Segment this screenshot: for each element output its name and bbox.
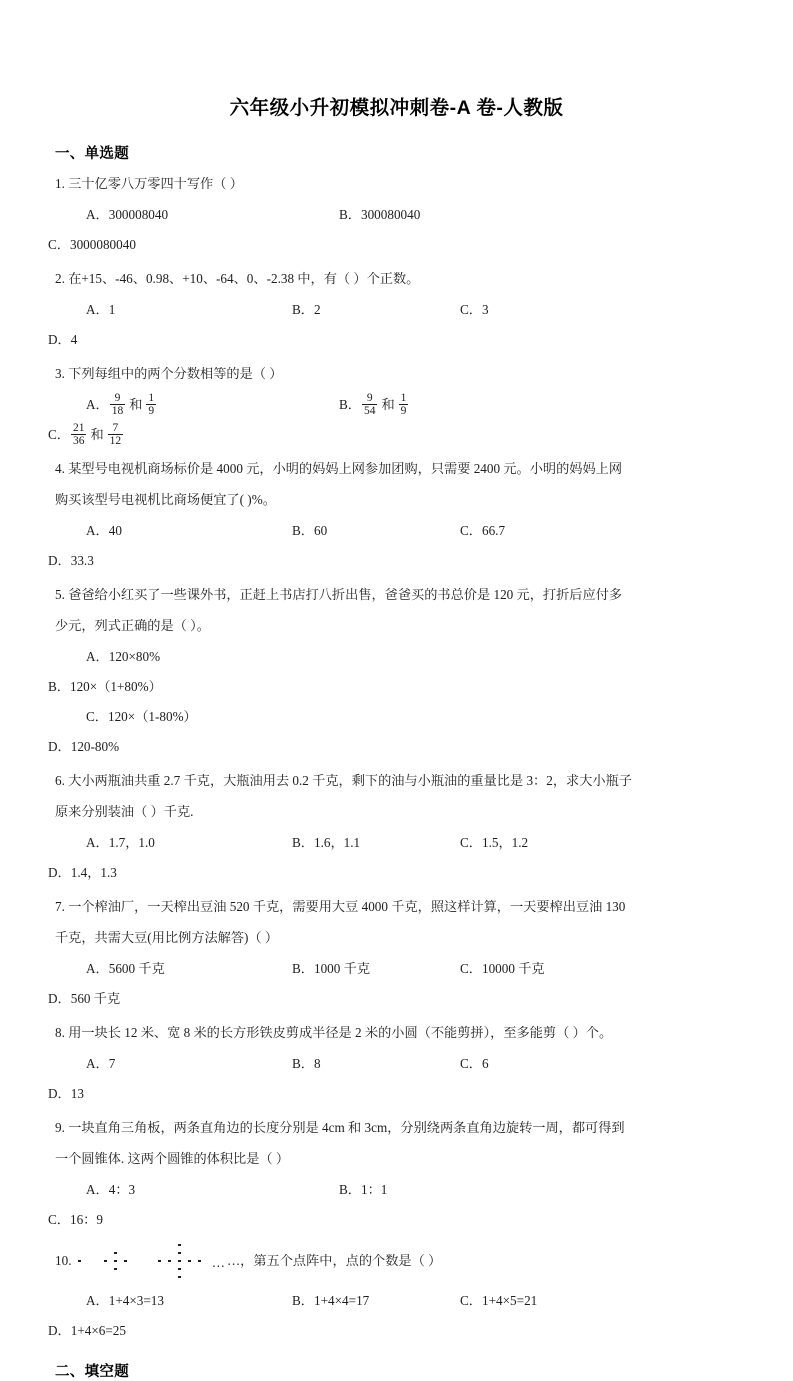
- option-9-b-label: B．: [339, 1182, 361, 1197]
- question-5-options-row-2: [48, 702, 745, 762]
- option-8-a-text: 7: [108, 1056, 116, 1071]
- option-7-d-text: 560 千克: [70, 991, 121, 1006]
- question-7-number: 7.: [55, 899, 65, 914]
- option-6-d-text: 1.4，1.3: [70, 865, 117, 880]
- question-1: [48, 169, 745, 260]
- option-6-c-text: 1.5，1.2: [481, 835, 529, 850]
- question-9-stem-line2: 一个圆锥体. 这两个圆锥的体积比是（ ）: [55, 1151, 290, 1166]
- option-1-a-label: A．: [86, 207, 109, 222]
- option-3-b-label: B．: [339, 397, 361, 412]
- lattice-dot: [188, 1260, 191, 1263]
- question-4-text: 某型号电视机商场标价是 4000 元，小明的妈妈上网参加团购，只需要 2400 元。小明的妈妈上网: [68, 461, 623, 476]
- question-7-text: 一个榨油厂，一天榨出豆油 520 千克，需要用大豆 4000 千克，照这样计算，一天要榨出豆油 130: [68, 899, 626, 914]
- option-7-b[interactable]: [292, 954, 460, 984]
- option-6-b-label: B．: [292, 835, 314, 850]
- option-4-a-label: A．: [86, 523, 109, 538]
- question-8-number: 8.: [55, 1025, 65, 1040]
- question-10-stem: [55, 1239, 745, 1285]
- option-9-a[interactable]: [48, 1175, 339, 1205]
- option-4-c[interactable]: [460, 516, 628, 546]
- option-2-c[interactable]: [460, 295, 628, 325]
- question-10: [48, 1239, 745, 1346]
- section-heading-single-choice: 一、单选题: [55, 146, 129, 162]
- option-7-a-label: A．: [86, 961, 109, 976]
- option-8-c-text: 6: [481, 1056, 489, 1071]
- option-8-a-label: A．: [86, 1056, 109, 1071]
- question-5-options-row-1: [48, 642, 745, 702]
- lattice-dot: [178, 1260, 181, 1263]
- option-10-d-text: 1+4×6=25: [70, 1323, 126, 1338]
- option-3-c[interactable]: [48, 420, 263, 450]
- option-2-c-label: C．: [460, 302, 482, 317]
- option-1-b[interactable]: [339, 200, 554, 230]
- option-2-d[interactable]: [48, 325, 216, 355]
- option-10-b-label: B．: [292, 1293, 314, 1308]
- option-8-d[interactable]: [48, 1079, 216, 1109]
- option-4-b[interactable]: [292, 516, 460, 546]
- question-5-stem-line2: 少元，列式正确的是（ ）。: [55, 618, 210, 633]
- option-9-b-text: 1：1: [360, 1182, 388, 1197]
- option-1-c-label: C．: [48, 237, 70, 252]
- option-3-b-fraction-1: $\frac{9}{54}$: [363, 392, 376, 418]
- option-3-b-fraction-2: $\frac{1}{9}$: [400, 392, 407, 418]
- option-10-a-label: A．: [86, 1293, 109, 1308]
- question-7-stem-line2: 千克，共需大豆(用比例方法解答)（ ）: [55, 930, 279, 945]
- option-8-b-text: 8: [313, 1056, 321, 1071]
- question-6-options: [48, 828, 745, 888]
- page-title: 六年级小升初模拟冲刺卷-A 卷-人教版: [229, 97, 564, 119]
- option-5-a[interactable]: [48, 642, 442, 672]
- option-2-d-label: D．: [48, 332, 71, 347]
- option-4-d-text: 33.3: [70, 553, 94, 568]
- option-2-b-text: 2: [313, 302, 321, 317]
- question-8: [48, 1018, 745, 1109]
- lattice-dot: [178, 1276, 181, 1279]
- lattice-dot: [124, 1260, 127, 1263]
- question-2: [48, 264, 745, 355]
- option-3-a-conjunction: 和: [129, 397, 143, 412]
- question-10-text-tail: …，第五个点阵中，点的个数是（ ）: [226, 1253, 442, 1269]
- option-4-a-text: 40: [108, 523, 122, 538]
- option-7-d-label: D．: [48, 991, 71, 1006]
- question-9-number: 9.: [55, 1120, 65, 1135]
- option-4-d[interactable]: [48, 546, 216, 576]
- option-3-c-label: C．: [48, 427, 70, 442]
- lattice-dot: [198, 1260, 201, 1263]
- option-6-c-label: C．: [460, 835, 482, 850]
- option-5-b-text: 120×（1+80%）: [69, 679, 162, 694]
- option-7-a[interactable]: [48, 954, 292, 984]
- question-6-stem: [55, 766, 745, 796]
- dot-lattice-term-3: [151, 1238, 209, 1284]
- question-3-text: 下列每组中的两个分数相等的是（ ）: [68, 366, 283, 381]
- option-6-b-text: 1.6，1.1: [313, 835, 361, 850]
- option-9-c-text: 16：9: [69, 1212, 103, 1227]
- option-2-a-label: A．: [86, 302, 109, 317]
- option-5-c-label: C．: [86, 709, 108, 724]
- option-10-d[interactable]: [48, 1316, 216, 1346]
- question-6: [48, 766, 745, 888]
- option-8-b[interactable]: [292, 1049, 460, 1079]
- question-8-options: [48, 1049, 745, 1109]
- lattice-dot: [114, 1260, 117, 1263]
- dot-lattice-figure: [75, 1238, 209, 1284]
- option-9-c[interactable]: [48, 1205, 263, 1235]
- option-4-a[interactable]: [48, 516, 292, 546]
- option-10-b[interactable]: [292, 1286, 460, 1316]
- option-5-d[interactable]: [48, 732, 366, 762]
- option-8-d-text: 13: [70, 1086, 84, 1101]
- option-6-c[interactable]: [460, 828, 628, 858]
- option-1-b-label: B．: [339, 207, 361, 222]
- option-1-c-text: 3000080040: [69, 237, 136, 252]
- question-7-stem: [55, 892, 745, 922]
- question-5: [48, 580, 745, 762]
- option-3-b[interactable]: [339, 390, 554, 420]
- option-7-c-label: C．: [460, 961, 482, 976]
- option-10-d-label: D．: [48, 1323, 71, 1338]
- option-10-a[interactable]: [48, 1286, 292, 1316]
- option-5-a-label: A．: [86, 649, 109, 664]
- question-1-stem: [55, 169, 745, 199]
- option-8-c[interactable]: [460, 1049, 628, 1079]
- option-5-b[interactable]: [48, 672, 366, 702]
- question-4-number: 4.: [55, 461, 65, 476]
- option-8-a[interactable]: [48, 1049, 292, 1079]
- question-10-options: [48, 1286, 745, 1346]
- question-1-number: 1.: [55, 176, 65, 191]
- figure-ellipsis: …: [211, 1255, 226, 1270]
- option-6-a-label: A．: [86, 835, 109, 850]
- option-5-d-label: D．: [48, 739, 71, 754]
- question-8-stem: [55, 1018, 745, 1048]
- option-4-d-label: D．: [48, 553, 71, 568]
- option-3-b-conjunction: 和: [381, 397, 395, 412]
- option-3-a[interactable]: [48, 390, 339, 420]
- option-9-a-text: 4：3: [108, 1182, 136, 1197]
- question-10-number: 10.: [55, 1253, 72, 1269]
- option-5-c[interactable]: [48, 702, 442, 732]
- option-2-a[interactable]: [48, 295, 292, 325]
- lattice-dot: [78, 1260, 81, 1263]
- lattice-dot: [178, 1268, 181, 1271]
- option-3-c-conjunction: 和: [90, 427, 104, 442]
- option-9-b[interactable]: [339, 1175, 554, 1205]
- option-7-b-text: 1000 千克: [313, 961, 371, 976]
- option-7-d[interactable]: [48, 984, 216, 1014]
- option-8-b-label: B．: [292, 1056, 314, 1071]
- question-3-options: [48, 390, 745, 450]
- option-2-b-label: B．: [292, 302, 314, 317]
- option-5-b-label: B．: [48, 679, 70, 694]
- option-7-c-text: 10000 千克: [481, 961, 545, 976]
- option-7-c[interactable]: [460, 954, 628, 984]
- option-3-c-fraction-1: $\frac{21}{36}$: [72, 422, 85, 448]
- question-9-stem: [55, 1113, 745, 1143]
- question-9-options: [48, 1175, 745, 1235]
- question-9-text: 一块直角三角板，两条直角边的长度分别是 4cm 和 3cm，分别绕两条直角边旋转一周，都可得到: [68, 1120, 625, 1135]
- question-2-options: [48, 295, 745, 355]
- question-4: [48, 454, 745, 576]
- question-4-options: [48, 516, 745, 576]
- question-1-text: 三十亿零八万零四十写作（ ）: [68, 176, 243, 191]
- question-2-stem: [55, 264, 745, 294]
- option-4-b-text: 60: [313, 523, 328, 538]
- option-5-d-text: 120-80%: [70, 739, 120, 754]
- option-6-d-label: D．: [48, 865, 71, 880]
- section-heading-fill-in-blank: 二、填空题: [55, 1364, 129, 1380]
- option-10-c[interactable]: [460, 1286, 628, 1316]
- lattice-dot: [178, 1252, 181, 1255]
- option-5-c-text: 120×（1-80%）: [107, 709, 197, 724]
- option-3-a-fraction-1: $\frac{9}{18}$: [111, 392, 124, 418]
- question-5-number: 5.: [55, 587, 65, 602]
- option-2-b[interactable]: [292, 295, 460, 325]
- question-1-options: [48, 200, 745, 260]
- option-10-b-text: 1+4×4=17: [313, 1293, 370, 1308]
- question-9: [48, 1113, 745, 1235]
- option-7-b-label: B．: [292, 961, 314, 976]
- question-6-stem-line2: 原来分别装油（ ）千克.: [55, 804, 194, 819]
- option-1-b-text: 300080040: [360, 207, 421, 222]
- option-6-a-text: 1.7，1.0: [108, 835, 155, 850]
- option-8-d-label: D．: [48, 1086, 71, 1101]
- question-8-text: 用一块长 12 米、宽 8 米的长方形铁皮剪成半径是 2 米的小圆（不能剪拼），至多能剪（ ）个。: [68, 1025, 613, 1040]
- option-1-a[interactable]: [48, 200, 339, 230]
- lattice-dot: [114, 1252, 117, 1255]
- question-3-stem: [55, 359, 745, 389]
- question-5-options: [48, 642, 745, 762]
- option-10-c-text: 1+4×5=21: [481, 1293, 538, 1308]
- option-2-d-text: 4: [70, 332, 78, 347]
- option-2-c-text: 3: [481, 302, 489, 317]
- lattice-dot: [168, 1260, 171, 1263]
- option-2-a-text: 1: [108, 302, 116, 317]
- option-7-a-text: 5600 千克: [108, 961, 165, 976]
- question-4-stem: [55, 454, 745, 484]
- option-4-c-text: 66.7: [481, 523, 506, 538]
- question-7: [48, 892, 745, 1014]
- lattice-dot: [178, 1244, 181, 1247]
- question-4-stem-line2: 购买该型号电视机比商场便宜了( )%。: [55, 492, 276, 507]
- option-3-a-fraction-2: $\frac{1}{9}$: [148, 392, 155, 418]
- lattice-dot: [158, 1260, 161, 1263]
- question-6-number: 6.: [55, 773, 65, 788]
- option-1-c[interactable]: [48, 230, 263, 260]
- option-3-a-label: A．: [86, 397, 109, 412]
- option-6-d[interactable]: [48, 858, 216, 888]
- option-1-a-text: 300008040: [108, 207, 169, 222]
- question-3: [48, 359, 745, 450]
- option-9-c-label: C．: [48, 1212, 70, 1227]
- lattice-dot: [114, 1268, 117, 1271]
- option-3-c-fraction-2: $\frac{7}{12}$: [109, 422, 122, 448]
- lattice-dot: [104, 1260, 107, 1263]
- option-6-b[interactable]: [292, 828, 460, 858]
- question-3-number: 3.: [55, 366, 65, 381]
- option-6-a[interactable]: [48, 828, 292, 858]
- question-6-text: 大小两瓶油共重 2.7 千克，大瓶油用去 0.2 千克，剩下的油与小瓶油的重量比是 3：2，求大小瓶子: [68, 773, 632, 788]
- question-2-number: 2.: [55, 271, 65, 286]
- option-10-c-label: C．: [460, 1293, 482, 1308]
- dot-lattice-term-2: [99, 1238, 133, 1284]
- question-7-options: [48, 954, 745, 1014]
- option-4-b-label: B．: [292, 523, 314, 538]
- question-2-text: 在+15、-46、0.98、+10、-64、0、-2.38 中，有（ ）个正数。: [68, 271, 420, 286]
- dot-lattice-term-1: [75, 1238, 85, 1284]
- option-4-c-label: C．: [460, 523, 482, 538]
- question-5-text: 爸爸给小红买了一些课外书，正赶上书店打八折出售，爸爸买的书总价是 120 元，打折后应付多: [68, 587, 623, 602]
- option-8-c-label: C．: [460, 1056, 482, 1071]
- option-10-a-text: 1+4×3=13: [108, 1293, 164, 1308]
- option-9-a-label: A．: [86, 1182, 109, 1197]
- option-5-a-text: 120×80%: [108, 649, 161, 664]
- question-5-stem: [55, 580, 745, 610]
